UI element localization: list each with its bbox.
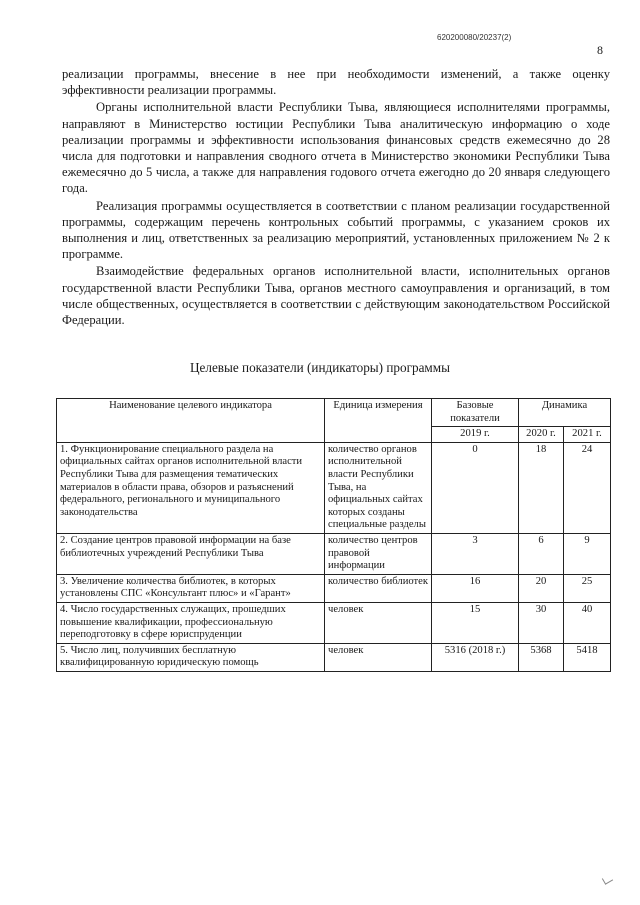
indicator-name: 3. Увеличение количества библиотек, в которых установлены СПС «Консультант плюс» и «Гарант»: [57, 574, 325, 602]
value-2020: 5368: [519, 643, 564, 671]
indicator-name: 1. Функционирование специального раздела на официальных сайтах органов исполнительной власти Республики Тыва для размещения тематических материалов в области права, обзоров и разъяснений федерального, регионального и муниципального законодательства: [57, 442, 325, 533]
base-value: 5316 (2018 г.): [432, 643, 519, 671]
table-row: [57, 533, 611, 574]
value-2021: 40: [564, 602, 611, 643]
base-value: 16: [432, 574, 519, 602]
header-indicator-name: Наименование целевого индикатора: [57, 399, 325, 443]
table-row: [57, 602, 611, 643]
paragraph-continuation: реализации программы, внесение в нее при необходимости изменений, а также оценку эффективности реализации программы.: [62, 67, 610, 98]
page-number: 8: [597, 43, 603, 57]
paragraph-reporting: Органы исполнительной власти Республики Тыва, являющиеся исполнителями программы, направляют в Министерство юстиции Республики Тыва аналитическую информацию о ходе реализации программы и эффективности использования финансовых средств ежемесячно до 28 числа для подготовки и направления сводного отчета в Министерство экономики Республики Тыва ежемесячно до 5 числа, а также для направления годового отчета ежегодно до 20 января следующего года.: [62, 100, 610, 196]
table-row: [57, 442, 611, 533]
indicator-unit: человек: [325, 602, 432, 643]
header-dynamics: Динамика: [519, 399, 611, 427]
value-2020: 20: [519, 574, 564, 602]
value-2020: 18: [519, 442, 564, 533]
value-2020: 6: [519, 533, 564, 574]
value-2021: 5418: [564, 643, 611, 671]
indicator-unit: количество библиотек: [325, 574, 432, 602]
pen-mark-icon: [602, 874, 613, 885]
indicator-unit: количество органов исполнительной власти Республики Тыва, на официальных сайтах которых созданы специальные разделы: [325, 442, 432, 533]
value-2021: 9: [564, 533, 611, 574]
header-year-2020: 2020 г.: [519, 427, 564, 443]
indicator-name: 5. Число лиц, получивших бесплатную квалифицированную юридическую помощь: [57, 643, 325, 671]
base-value: 0: [432, 442, 519, 533]
table-title: Целевые показатели (индикаторы) программы: [189, 360, 450, 375]
indicator-unit: количество центров правовой информации: [325, 533, 432, 574]
header-year-2021: 2021 г.: [564, 427, 611, 443]
indicator-unit: человек: [325, 643, 432, 671]
indicator-name: 2. Создание центров правовой информации на базе библиотечных учреждений Республики Тыва: [57, 533, 325, 574]
indicators-table: [56, 398, 611, 672]
table-row: [57, 643, 611, 671]
body-text: [62, 66, 610, 328]
base-value: 15: [432, 602, 519, 643]
value-2020: 30: [519, 602, 564, 643]
value-2021: 25: [564, 574, 611, 602]
document-id: 620200080/20237(2): [437, 33, 512, 42]
value-2021: 24: [564, 442, 611, 533]
paragraph-interaction: Взаимодействие федеральных органов исполнительной власти, исполнительных органов государственной власти Республики Тыва, органов местного самоуправления и организаций, в том числе общественных, осуществляется в соответствии с действующим законодательством Российской Федерации.: [62, 264, 610, 328]
indicator-name: 4. Число государственных служащих, прошедших повышение квалификации, профессиональную переподготовку в сфере юриспруденции: [57, 602, 325, 643]
header-base-year: 2019 г.: [432, 427, 519, 443]
header-unit: Единица измерения: [325, 399, 432, 443]
header-base: Базовые показатели: [432, 399, 519, 427]
table-row: [57, 574, 611, 602]
paragraph-implementation: Реализация программы осуществляется в соответствии с планом реализации государственной программы, содержащим перечень контрольных событий программы, с указанием сроков их выполнения и лиц, ответственных за реализацию мероприятий, установленных приложением № 2 к программе.: [62, 198, 610, 262]
base-value: 3: [432, 533, 519, 574]
